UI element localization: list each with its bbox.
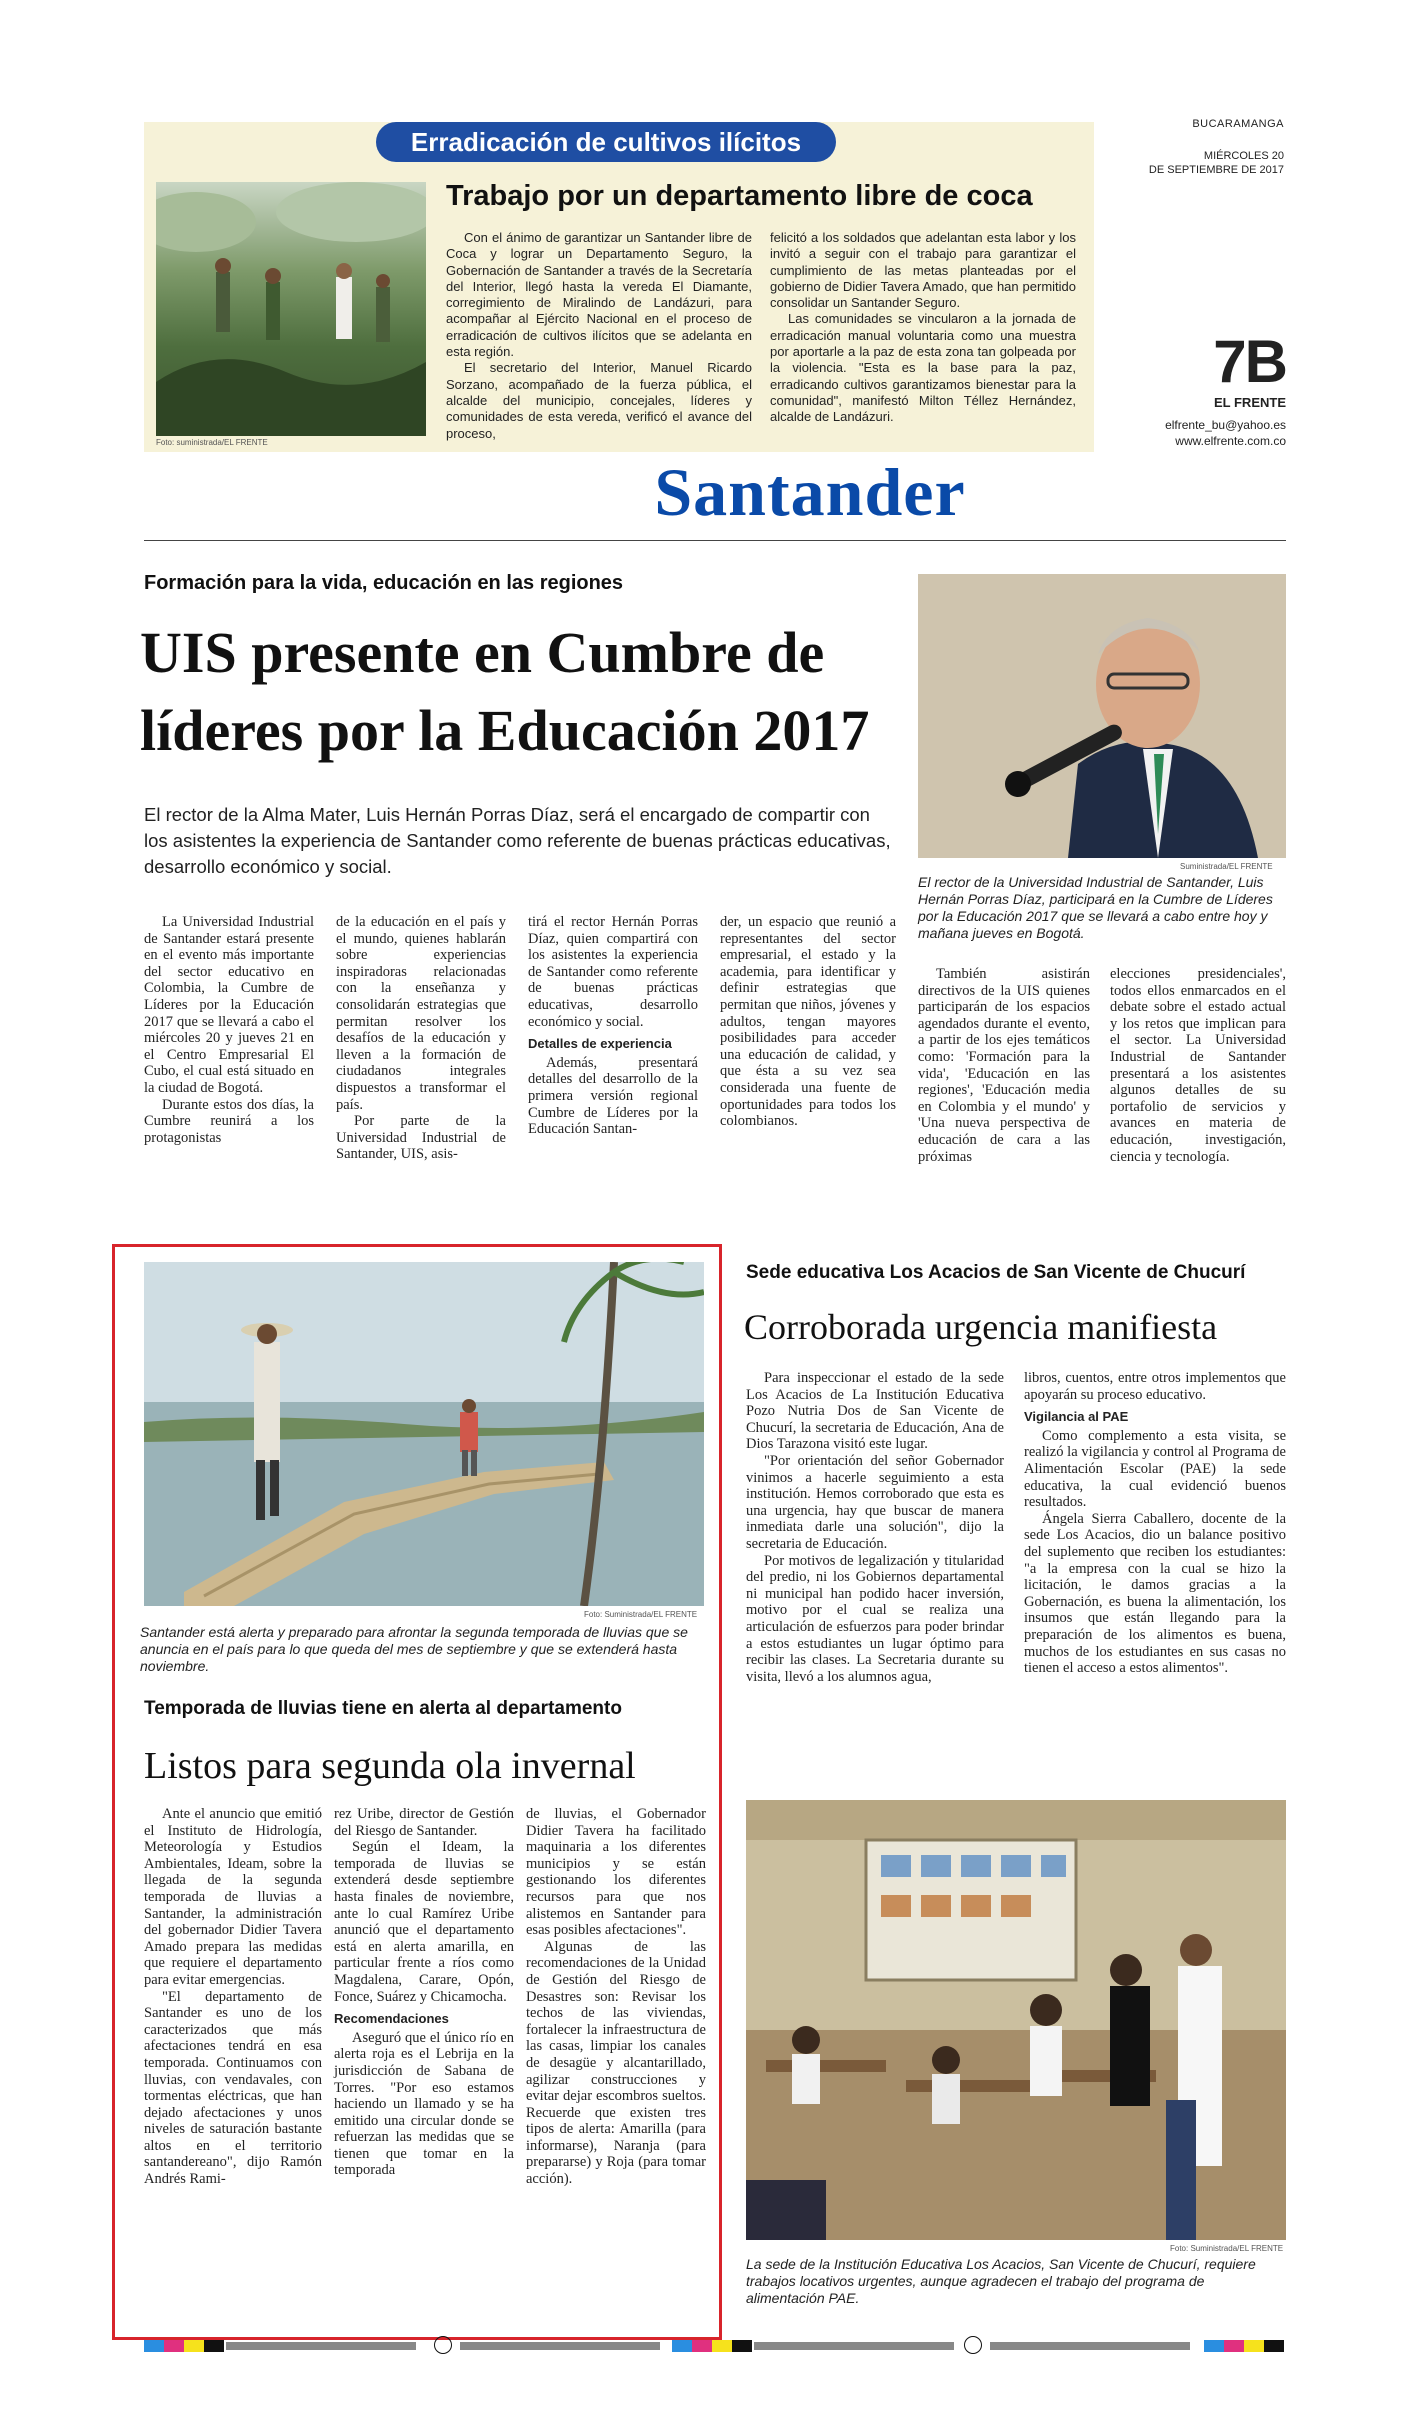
header-date-line2: DE SEPTIEMBRE DE 2017 [1148,164,1284,176]
uis-photo-credit: Suministrada/EL FRENTE [1180,862,1273,871]
lluvias-kicker: Temporada de lluvias tiene en alerta al departamento [144,1698,622,1719]
coca-col1 [446,230,752,442]
paragraph: libros, cuentos, entre otros implementos que apoyarán su proceso educativo. [1024,1370,1286,1403]
paragraph: Ante el anuncio que emitió el Instituto de Hidrología, Meteorología y Estudios Ambientales, Ideam, sobre la llegada de la segunda temporada de lluvias a Santander, la administración del gobernador Didier Tavera Amado prepara las medidas que requiere el departamento para evitar emergencias. [144,1806,322,1988]
gray-bar-2 [460,2342,660,2350]
uis-col5 [918,966,1090,1165]
lluvias-photo [144,1262,704,1606]
uis-col4 [720,914,896,1130]
acacios-headline: Corroborada urgencia manifiesta [744,1307,1218,1347]
paragraph: "El departamento de Santander es uno de los caracterizados que más afectaciones tendrá en esa temporada. Continuamos con lluvias, con vendavales, con tormentas eléctricas, que han dejado afectaciones y unos niveles de saturación bastante altos en el territorio santandereano", dijo Ramón Andrés Rami- [144,1988,322,2188]
paragraph: Para inspeccionar el estado de la sede Los Acacios de La Institución Educativa Pozo Nutria Dos de San Vicente de Chucurí, la secretaria de Educación, Ana de Dios Tarazona visitó este lugar. [746,1370,1004,1453]
lluvias-col2 [334,1806,514,2179]
paragraph: felicitó a los soldados que adelantan esta labor y los invitó a seguir con el trabajo para garantizar el cumplimiento de las metas planteadas por el gobierno de Didier Tavera Amado, que han permitido consolidar un Santander Seguro. [770,230,1076,311]
acacios-col2 [1024,1370,1286,1677]
subhead: Vigilancia al PAE [1024,1409,1129,1425]
uis-col2 [336,914,506,1163]
paragraph: El secretario del Interior, Manuel Ricardo Sorzano, acompañado de la fuerza pública, el alcalde del municipio, concejales, líderes y comunidades de esta vereda, verificó el avance del proceso, [446,360,752,441]
coca-photo-scene [156,182,426,436]
registration-mark-1 [434,2336,452,2354]
paragraph: Las comunidades se vincularon a la jornada de erradicación manual voluntaria como una muestra por aportarle a la paz de esta zona tan golpeada por la violencia. "Esta es la base para la paz, erradicando cultivos garantizamos bienestar para la comunidad", manifestó Milton Téllez Hernández, alcalde de Landázuri. [770,311,1076,425]
uis-headline-line1: UIS presente en Cumbre de [140,620,825,685]
uis-headline-line2: líderes por la Educación 2017 [140,698,870,763]
uis-col3 [528,914,698,1138]
acacios-photo-scene [746,1800,1286,2240]
paragraph: Además, presentará detalles del desarrollo de la primera versión regional Cumbre de Líderes por la Educación Santan- [528,1054,698,1138]
header-email: elfrente_bu@yahoo.es [1165,418,1286,432]
gray-bar-1 [226,2342,416,2350]
lluvias-col3 [526,1806,706,2188]
paragraph: Ángela Sierra Caballero, docente de la sede Los Acacios, dio un balance positivo del suplemento que reciben los estudiantes: "a la empresa con la cual se hizo la licitación, le damos gracias a la Gobernación, es buena la alimentación, los insumos que están llegando para la preparación de los alimentos es buena, muchos de los estudiantes en sus casas no tienen el acceso a estos alimentos". [1024,1510,1286,1677]
acacios-col1 [746,1370,1004,1685]
uis-caption: El rector de la Universidad Industrial de Santander, Luis Hernán Porras Díaz, participará en la Cumbre de Líderes por la Educación 2017 que se llevará a cabo entre hoy y mañana jueves en Bogotá. [918,874,1273,941]
paragraph: Por parte de la Universidad Industrial de Santander, UIS, asis- [336,1113,506,1163]
subhead: Recomendaciones [334,2011,449,2027]
paragraph: de lluvias, el Gobernador Didier Tavera ha facilitado maquinaria a los diferentes municipios y se están gestionando los diferentes recursos para que nos alistemos en Santander para esas posibles afectaciones". [526,1806,706,1939]
paragraph: Por motivos de legalización y titularidad del predio, ni los Gobiernos departamental ni municipal han podido hacer inversión, motivo por el cual se realiza una articulación de esfuerzos para poder brindar a estos estudiantes un lugar óptimo para recibir las clases. La Secretaria durante su visita, llevó a los alumnos agua, [746,1552,1004,1685]
header-website: www.elfrente.com.co [1175,434,1286,448]
color-bar-left [144,2340,224,2352]
subhead: Detalles de experiencia [528,1036,672,1052]
coca-photo [156,182,426,436]
paragraph: La Universidad Industrial de Santander estará presente en el evento más importante del sector educativo en Colombia, la Cumbre de Líderes por la Educación 2017 que se llevará a cabo el miércoles 20 y jueves 21 en el Centro Empresarial El Cubo, el cual está situado en la ciudad de Bogotá. [144,914,314,1096]
color-bar-right [1204,2340,1284,2352]
lluvias-col1 [144,1806,322,2188]
section-title: Santander [654,454,966,530]
paragraph: "Por orientación del señor Gobernador vinimos a hacerle seguimiento a esta institución. Hemos corroborado que esta es una urgencia, hay que buscar de manera inmediata darle una solución", dijo la secretaria de Educación. [746,1452,1004,1552]
gray-bar-4 [990,2342,1190,2350]
uis-photo-scene [918,574,1286,858]
gray-bar-3 [754,2342,954,2350]
coca-headline: Trabajo por un departamento libre de coca [446,180,1033,212]
brand-label: EL FRENTE [1214,395,1286,410]
paragraph: Con el ánimo de garantizar un Santander libre de Coca y lograr un Departamento Seguro, la Gobernación de Santander a través de la Secretaría del Interior, llegó hasta la vereda El Diamante, corregimiento de Miralindo de Landázuri, para acompañar al Ejército Nacional en el proceso de erradicación de cultivos ilícitos que se adelanta en esta región. [446,230,752,360]
acacios-photo-credit: Foto: Suministrada/EL FRENTE [1170,2244,1284,2253]
paragraph: der, un espacio que reunió a representantes del sector empresarial, el estado y la academia, para identificar y definir estrategias que permitan que niños, jóvenes y adultos, tengan mayores posibilidades para acceder una educación de calidad, y que ésta a su vez sea considerada una fuente de oportunidades para todos los colombianos. [720,914,896,1130]
uis-col1 [144,914,314,1146]
color-bar-mid [672,2340,752,2352]
uis-kicker: Formación para la vida, educación en las regiones [144,572,624,594]
paragraph: Durante estos dos días, la Cumbre reunirá a los protagonistas [144,1096,314,1146]
paragraph: rez Uribe, director de Gestión del Riesgo de Santander. [334,1806,514,1839]
paragraph: Algunas de las recomendaciones de la Unidad de Gestión del Riesgo de Desastres son: Revisar los techos de las viviendas, fortalecer la infraestructura de las casas, limpiar los canales de desagüe y alcantarillado, agilizar construcciones y evitar dejar escombros sueltos. Recuerde que existen tres tipos de alerta: Amarilla (para informarse), Naranja (para prepararse) y Roja (para tomar acción). [526,1938,706,2188]
paragraph: Según el Ideam, la temporada de lluvias se extenderá desde septiembre hasta finales de noviembre, ante lo cual Ramírez Uribe anunció que el departamento está en alerta amarilla, en particular frente a ríos como Magdalena, Carare, Opón, Fonce, Suárez y Chicamocha. [334,1839,514,2005]
paragraph: Como complemento a esta visita, se realizó la vigilancia y control al Programa de Alimentación Escolar (PAE) la sede educativa, la cual evidenció buenos resultados. [1024,1427,1286,1511]
coca-col2 [770,230,1076,426]
uis-col6 [1110,966,1286,1165]
coca-banner [376,122,836,162]
header-city: BUCARAMANGA [1192,118,1284,130]
lluvias-photo-credit: Foto: Suministrada/EL FRENTE [584,1610,698,1619]
acacios-kicker: Sede educativa Los Acacios de San Vicente de Chucurí [746,1262,1246,1283]
paragraph: elecciones presidenciales', todos ellos enmarcados en el debate sobre el estado actual y los retos que implican para el sector. La Universidad Industrial de Santander presentará a los asistentes algunos detalles de su portafolio de servicios y avances en materia de educación, investigación, ciencia y tecnología. [1110,966,1286,1165]
paragraph: tirá el rector Hernán Porras Díaz, quien compartirá con los asistentes la experiencia de Santander como referente de buenas prácticas educativas, desarrollo económico y social. [528,914,698,1030]
paragraph: Aseguró que el único río en alerta roja es el Lebrija en la jurisdicción de Sabana de Torres. "Por eso estamos haciendo un llamado y se ha emitido una circular donde se refuerzan las medidas que se tienen que tomar en la temporada [334,2029,514,2179]
acacios-photo [746,1800,1286,2240]
paragraph: También asistirán directivos de la UIS quienes participarán de los espacios agendados durante el evento, a partir de los ejes temáticos como: 'Formación para la vida', 'Educación en las regiones', 'Educación media en Colombia y el mundo' y 'Una nueva perspectiva de educación de cara a las próximas [918,966,1090,1165]
paragraph: de la educación en el país y el mundo, quienes hablarán sobre experiencias inspiradoras relacionadas con la enseñanza y consolidarán estrategias que permitan resolver los desafíos de la educación y lleven a la formación de ciudadanos integrales dispuestos a transformar el país. [336,914,506,1113]
header-date-line1: MIÉRCOLES 20 [1203,150,1284,162]
coca-photo-credit: Foto: suministrada/EL FRENTE [156,438,268,447]
uis-lead: El rector de la Alma Mater, Luis Hernán Porras Díaz, será el encargado de compartir con los asistentes la experiencia de Santander como referente de buenas prácticas educativas, desarrollo económico y social. [144,804,891,877]
section-rule [144,540,1286,541]
uis-photo [918,574,1286,858]
lluvias-headline: Listos para segunda ola invernal [144,1745,636,1787]
acacios-caption: La sede de la Institución Educativa Los Acacios, San Vicente de Chucurí, requiere trabajos locativos urgentes, aunque agradecen el trabajo del programa de alimentación PAE. [746,2256,1256,2306]
lluvias-photo-scene [144,1262,704,1606]
lluvias-caption: Santander está alerta y preparado para afrontar la segunda temporada de lluvias que se anuncia en el país para lo que queda del mes de septiembre y que se extenderá hasta noviembre. [140,1624,688,1674]
registration-mark-2 [964,2336,982,2354]
page-number: 7B [1213,328,1286,395]
coca-banner-label: Erradicación de cultivos ilícitos [410,127,802,157]
